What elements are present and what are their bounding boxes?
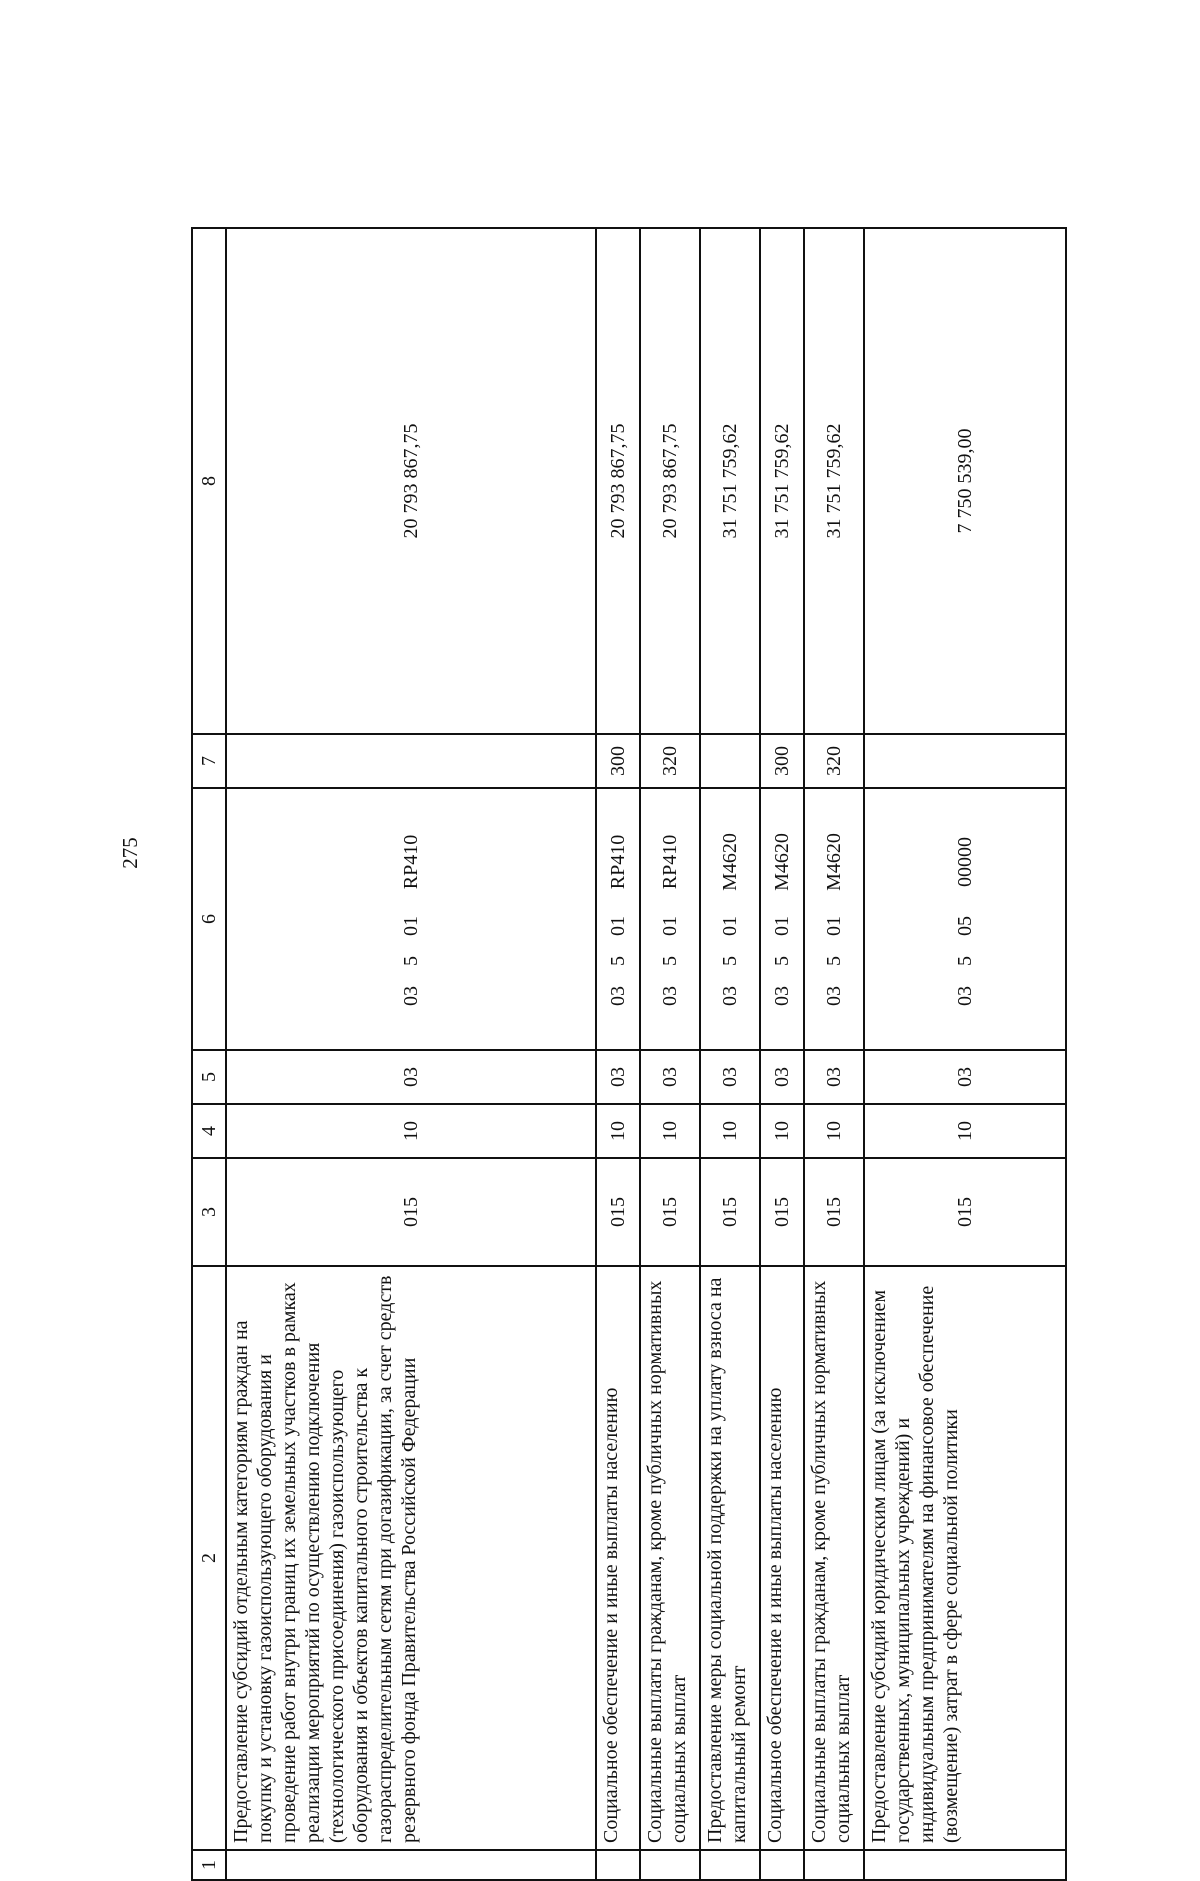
grbs-cell: 015 [864,1158,1066,1266]
table-row [760,228,804,1880]
csr-cell [864,788,1066,1050]
table-row [226,228,596,1880]
row-name-cell: Социальное обеспечение и иные выплаты населению [596,1266,640,1850]
row-name-cell: Предоставление субсидий отдельным категориям граждан на покупку и установку газоиспользующего оборудования и проведение работ внутри границ их земельных участков в рамках реализации мероприятий по осуществлению подключения (технологического присоединения) газоиспользующего оборудования и объектов капитального строительства к газораспределительным сетям при догазификации, за счет средств резервного фонда Правительства Российской Федерации [226,1266,596,1850]
csr-cell [804,788,864,1050]
csr-part: 03 [823,986,845,1006]
csr-part: 5 [607,956,629,966]
rz-cell: 10 [226,1104,596,1158]
csr-part: 05 [954,916,976,936]
column-header: 8 [192,228,226,734]
rz-cell: 10 [596,1104,640,1158]
row-name-cell: Предоставление меры социальной поддержки на уплату взноса на капитальный ремонт [700,1266,760,1850]
rotated-page-content [191,229,1033,1881]
csr-cell [640,788,700,1050]
csr-part: M4620 [771,833,793,891]
vr-cell [864,734,1066,788]
csr-part: 03 [954,986,976,1006]
csr-part: 5 [400,956,422,966]
pr-cell: 03 [760,1050,804,1104]
row-name-cell: Социальное обеспечение и иные выплаты населению [760,1266,804,1850]
table-row [596,228,640,1880]
table-row [700,228,760,1880]
amount-cell: 20 793 867,75 [226,228,596,734]
grbs-cell: 015 [640,1158,700,1266]
column-header: 2 [192,1266,226,1850]
column-header: 4 [192,1104,226,1158]
csr-part: 5 [771,956,793,966]
csr-part: 03 [607,986,629,1006]
csr-cell [760,788,804,1050]
pr-cell: 03 [700,1050,760,1104]
csr-part: 5 [954,956,976,966]
row-index-cell [864,1850,1066,1880]
csr-cell [700,788,760,1050]
grbs-cell: 015 [226,1158,596,1266]
csr-part: 01 [607,916,629,936]
row-name-cell: Предоставление субсидий юридическим лицам (за исключением государственных, муниципальных учреждений) и индивидуальным предпринимателям на финансовое обеспечение (возмещение) затрат в сфере социальной политики [864,1266,1066,1850]
csr-part: 5 [719,956,741,966]
rz-cell: 10 [700,1104,760,1158]
column-header: 3 [192,1158,226,1266]
csr-part: 03 [659,986,681,1006]
table-row [804,228,864,1880]
amount-cell: 31 751 759,62 [804,228,864,734]
row-name-cell: Социальные выплаты гражданам, кроме публичных нормативных социальных выплат [640,1266,700,1850]
csr-part: 5 [823,956,845,966]
csr-part: 03 [400,986,422,1006]
column-header: 5 [192,1050,226,1104]
grbs-cell: 015 [596,1158,640,1266]
csr-cell [226,788,596,1050]
csr-cell [596,788,640,1050]
column-number-row [192,228,226,1880]
column-header: 7 [192,734,226,788]
row-name-cell: Социальные выплаты гражданам, кроме публичных нормативных социальных выплат [804,1266,864,1850]
rz-cell: 10 [640,1104,700,1158]
page-number: 275 [118,837,142,869]
csr-part: RP410 [607,834,629,890]
csr-part: RP410 [659,834,681,890]
vr-cell [700,734,760,788]
csr-part: 01 [659,916,681,936]
pr-cell: 03 [864,1050,1066,1104]
row-index-cell [226,1850,596,1880]
rz-cell: 10 [760,1104,804,1158]
grbs-cell: 015 [700,1158,760,1266]
csr-part: 03 [719,986,741,1006]
csr-part: 00000 [954,837,976,887]
csr-part: M4620 [823,833,845,891]
row-index-cell [760,1850,804,1880]
vr-cell: 300 [760,734,804,788]
column-header: 6 [192,788,226,1050]
vr-cell: 320 [804,734,864,788]
csr-part: 01 [400,916,422,936]
rz-cell: 10 [864,1104,1066,1158]
grbs-cell: 015 [804,1158,864,1266]
csr-part: 01 [771,916,793,936]
pr-cell: 03 [640,1050,700,1104]
vr-cell: 300 [596,734,640,788]
amount-cell: 31 751 759,62 [700,228,760,734]
csr-part: 03 [771,986,793,1006]
amount-cell: 20 793 867,75 [596,228,640,734]
vr-cell [226,734,596,788]
pr-cell: 03 [596,1050,640,1104]
table-row [864,228,1066,1880]
table-row [640,228,700,1880]
pr-cell: 03 [226,1050,596,1104]
csr-part: 01 [823,916,845,936]
budget-table [191,227,1067,1881]
row-index-cell [640,1850,700,1880]
pr-cell: 03 [804,1050,864,1104]
grbs-cell: 015 [760,1158,804,1266]
csr-part: RP410 [400,834,422,890]
row-index-cell [596,1850,640,1880]
csr-part: 5 [659,956,681,966]
amount-cell: 31 751 759,62 [760,228,804,734]
row-index-cell [700,1850,760,1880]
row-index-cell [804,1850,864,1880]
csr-part: M4620 [719,833,741,891]
amount-cell: 20 793 867,75 [640,228,700,734]
amount-cell: 7 750 539,00 [864,228,1066,734]
vr-cell: 320 [640,734,700,788]
column-header: 1 [192,1850,226,1880]
rz-cell: 10 [804,1104,864,1158]
csr-part: 01 [719,916,741,936]
